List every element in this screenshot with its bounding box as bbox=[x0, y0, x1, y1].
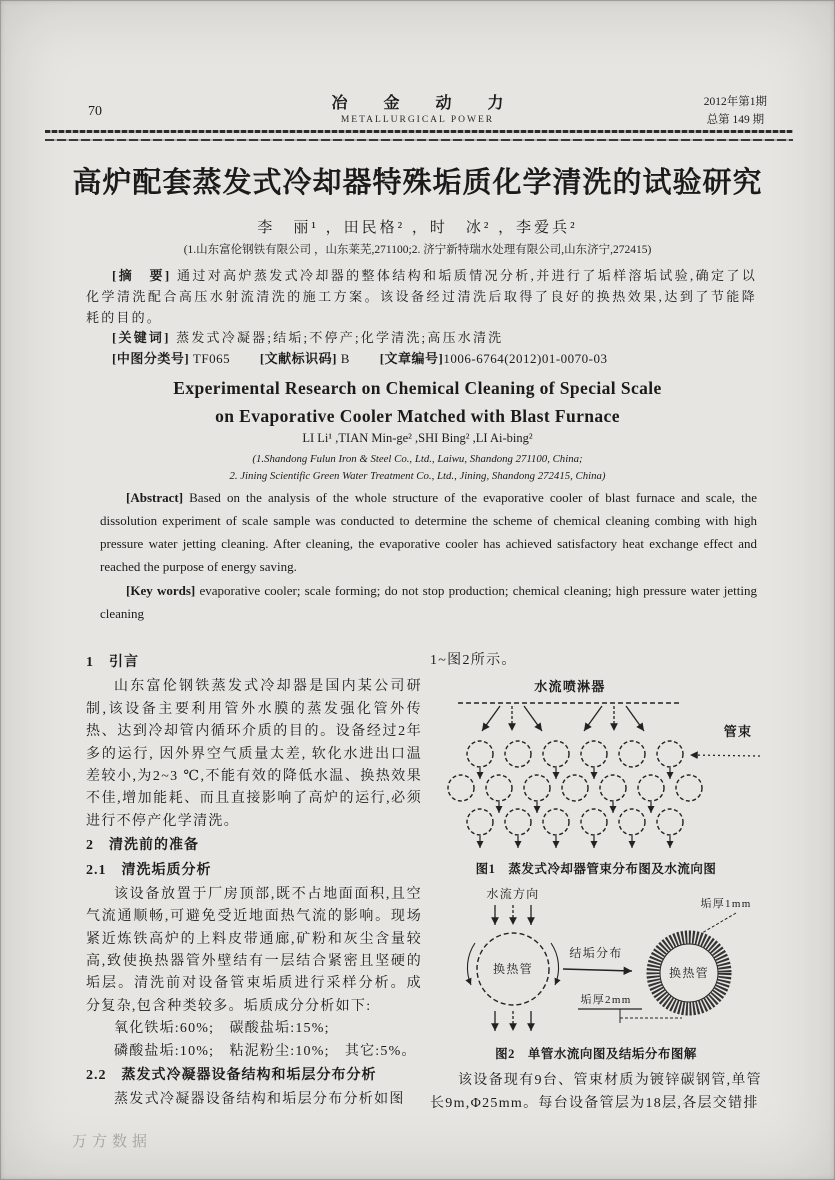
abstract-label-cn: [摘 要] bbox=[112, 268, 172, 283]
issue-info bbox=[704, 94, 767, 130]
section-1-paragraph: 山东富伦钢铁蒸发式冷却器是国内某公司研制,该设备主要利用管外水膜的蒸发强化管外传热、达到冷却管内循环介质的目的。设备经过2年多的运行, 因外界空气质量太差, 软化水进出口温差较小,为2~3 ℃,不能有效的降低水温、换热效果不佳,增加能耗、而且直接影响了高炉的运行,必须进行不停产化学清洗。 bbox=[86, 679, 422, 829]
section-1-heading: 1 引言 bbox=[86, 655, 139, 670]
authors-en: LI Li¹ ,TIAN Min-ge² ,SHI Bing² ,LI Ai-bing² bbox=[302, 431, 533, 445]
abstract-text-cn: 通过对高炉蒸发式冷却器的整体结构和垢质情况分析,并进行了垢样溶垢试验,确定了以化学清洗配合高压水射流清洗的施工方案。该设备经过清洗后取得了良好的换热效果,达到了节能降耗的目的。 bbox=[86, 268, 757, 325]
article-id-label: [文章编号] bbox=[379, 351, 444, 367]
heat-exchange-tube-left-label: 换热管 bbox=[493, 962, 533, 977]
abstract-label-en: [Abstract] bbox=[126, 490, 184, 505]
issue-line1: 2012年第1期 bbox=[703, 96, 767, 108]
scale-thickness-1mm-label: 垢厚1mm bbox=[700, 898, 752, 911]
spray-device-label: 水流喷淋器 bbox=[534, 679, 606, 695]
abstract-cn bbox=[86, 266, 757, 328]
left-column bbox=[86, 650, 422, 1112]
title-en-line2: on Evaporative Cooler Matched with Blast Furnace bbox=[215, 406, 620, 426]
meta-line bbox=[86, 349, 757, 370]
title-en-line1: Experimental Research on Chemical Cleaning of Special Scale bbox=[173, 378, 662, 398]
right-top-line: 1~图2所示。 bbox=[430, 653, 517, 668]
doc-code-value: B bbox=[340, 351, 350, 367]
section-2-heading: 2 清洗前的准备 bbox=[86, 838, 199, 854]
abstract-text-en: Based on the analysis of the whole structure of the evaporative cooler of blast furnace and scale, the dissolution experiment of scale sample was conducted to determine the scheme of chemical cleaning combing with high pressure water jetting cleaning. After cleaning, the evaporative cooler has achieved satisfactory heat exchange effect and reached the purpose of energy saving. bbox=[100, 490, 757, 575]
article-id-value: 1006-6764(2012)01-0070-03 bbox=[443, 351, 608, 367]
journal-title-cn: 冶 金 动 力 bbox=[331, 95, 520, 112]
right-column bbox=[430, 650, 762, 1115]
section-2-2-heading: 2.2 蒸发式冷凝器设备结构和垢层分布分析 bbox=[86, 1068, 377, 1084]
abstract-block-en bbox=[100, 486, 757, 625]
journal-title-en: METALLURGICAL POWER bbox=[340, 115, 495, 125]
clc-segment bbox=[112, 351, 230, 366]
section-2-1-heading: 2.1 清洗垢质分析 bbox=[86, 862, 212, 878]
article-title-cn: 高炉配套蒸发式冷却器特殊垢质化学清洗的试验研究 bbox=[72, 167, 763, 199]
keywords-text-en: evaporative cooler; scale forming; do not stop production; chemical cleaning; high pressure water jetting cleaning bbox=[100, 582, 757, 621]
scale-thickness-2mm-label: 垢厚2mm bbox=[580, 994, 632, 1007]
article-title-en bbox=[60, 374, 775, 430]
affil-en-line1: (1.Shandong Fulun Iron & Steel Co., Ltd., Laiwu, Shandong 271100, China; bbox=[252, 453, 583, 465]
authors-cn: 李 丽¹ ，田民格² ，时 冰² ，李爱兵² bbox=[257, 220, 578, 236]
figure-2-drawing bbox=[430, 885, 762, 1043]
figure-2-caption: 图2 单管水流向图及结垢分布图解 bbox=[495, 1047, 697, 1062]
doc-code-label: [文献标识码] bbox=[259, 351, 338, 367]
clc-label: [中图分类号] bbox=[112, 351, 190, 367]
figure-1-caption: 图1 蒸发式冷却器管束分布图及水流向图 bbox=[475, 862, 717, 877]
doc-code-segment bbox=[260, 351, 350, 366]
header-rule-bottom bbox=[45, 139, 793, 141]
keywords-cn bbox=[86, 328, 757, 349]
scale-composition-line2: 磷酸盐垢:10%; 粘泥粉尘:10%; 其它:5%。 bbox=[114, 1043, 417, 1059]
keywords-en bbox=[100, 579, 757, 625]
affiliation-en bbox=[60, 451, 775, 484]
keywords-label-cn: [关键词] bbox=[112, 330, 171, 346]
figure-1 bbox=[430, 676, 762, 879]
keywords-label-en: [Key words] bbox=[126, 582, 196, 598]
issue-line2: 总第 149 期 bbox=[706, 113, 765, 126]
scale-composition-line1: 氧化铁垢:60%; 碳酸盐垢:15%; bbox=[114, 1021, 330, 1037]
article-id-segment bbox=[380, 351, 608, 366]
tube-bundle-label: 管束 bbox=[723, 724, 753, 740]
affil-en-line2: 2. Jining Scientific Green Water Treatment Co., Ltd., Jining, Shandong 272415, China) bbox=[229, 469, 606, 482]
keywords-text-cn: 蒸发式冷凝器;结垢;不停产;化学清洗;高压水清洗 bbox=[176, 330, 504, 346]
abstract-en bbox=[100, 486, 757, 579]
water-flow-direction-label: 水流方向 bbox=[486, 887, 540, 902]
scale-distribution-label: 结垢分布 bbox=[569, 946, 623, 961]
figure-1-drawing bbox=[430, 676, 762, 858]
page-number: 70 bbox=[88, 104, 102, 119]
header-rule-top bbox=[45, 130, 793, 133]
heat-exchange-tube-right-label: 换热管 bbox=[669, 966, 709, 981]
section-2-2-paragraph: 蒸发式冷凝器设备结构和垢层分布分析如图 bbox=[114, 1092, 405, 1108]
figure-2 bbox=[430, 885, 762, 1064]
affiliation-cn: (1.山东富伦钢铁有限公司 ，山东莱芜,271100;2. 济宁新特瑞水处理有限公司,山东济宁,272415) bbox=[183, 244, 652, 256]
clc-value: TF065 bbox=[192, 351, 231, 367]
wanfang-watermark: 万方数据 bbox=[72, 1134, 153, 1150]
abstract-block-cn bbox=[86, 266, 757, 370]
section-2-1-paragraph: 该设备放置于厂房顶部,既不占地面面积,且空气流通顺畅,可避免受近地面热气流的影响。现场紧近炼铁高炉的上料皮带通廊,矿粉和灰尘含量较高,致使换热器管外壁结有一层结合紧密且坚硬的垢层。清洗前对设备管束垢质进行采样分析。成分复杂,包含种类较多。垢质成分分析如下: bbox=[86, 886, 422, 1014]
right-bottom-paragraph: 该设备现有9台、管束材质为镀锌碳钢管,单管长9m,Φ25mm。每台设备管层为18层,各层交错排 bbox=[430, 1073, 762, 1111]
